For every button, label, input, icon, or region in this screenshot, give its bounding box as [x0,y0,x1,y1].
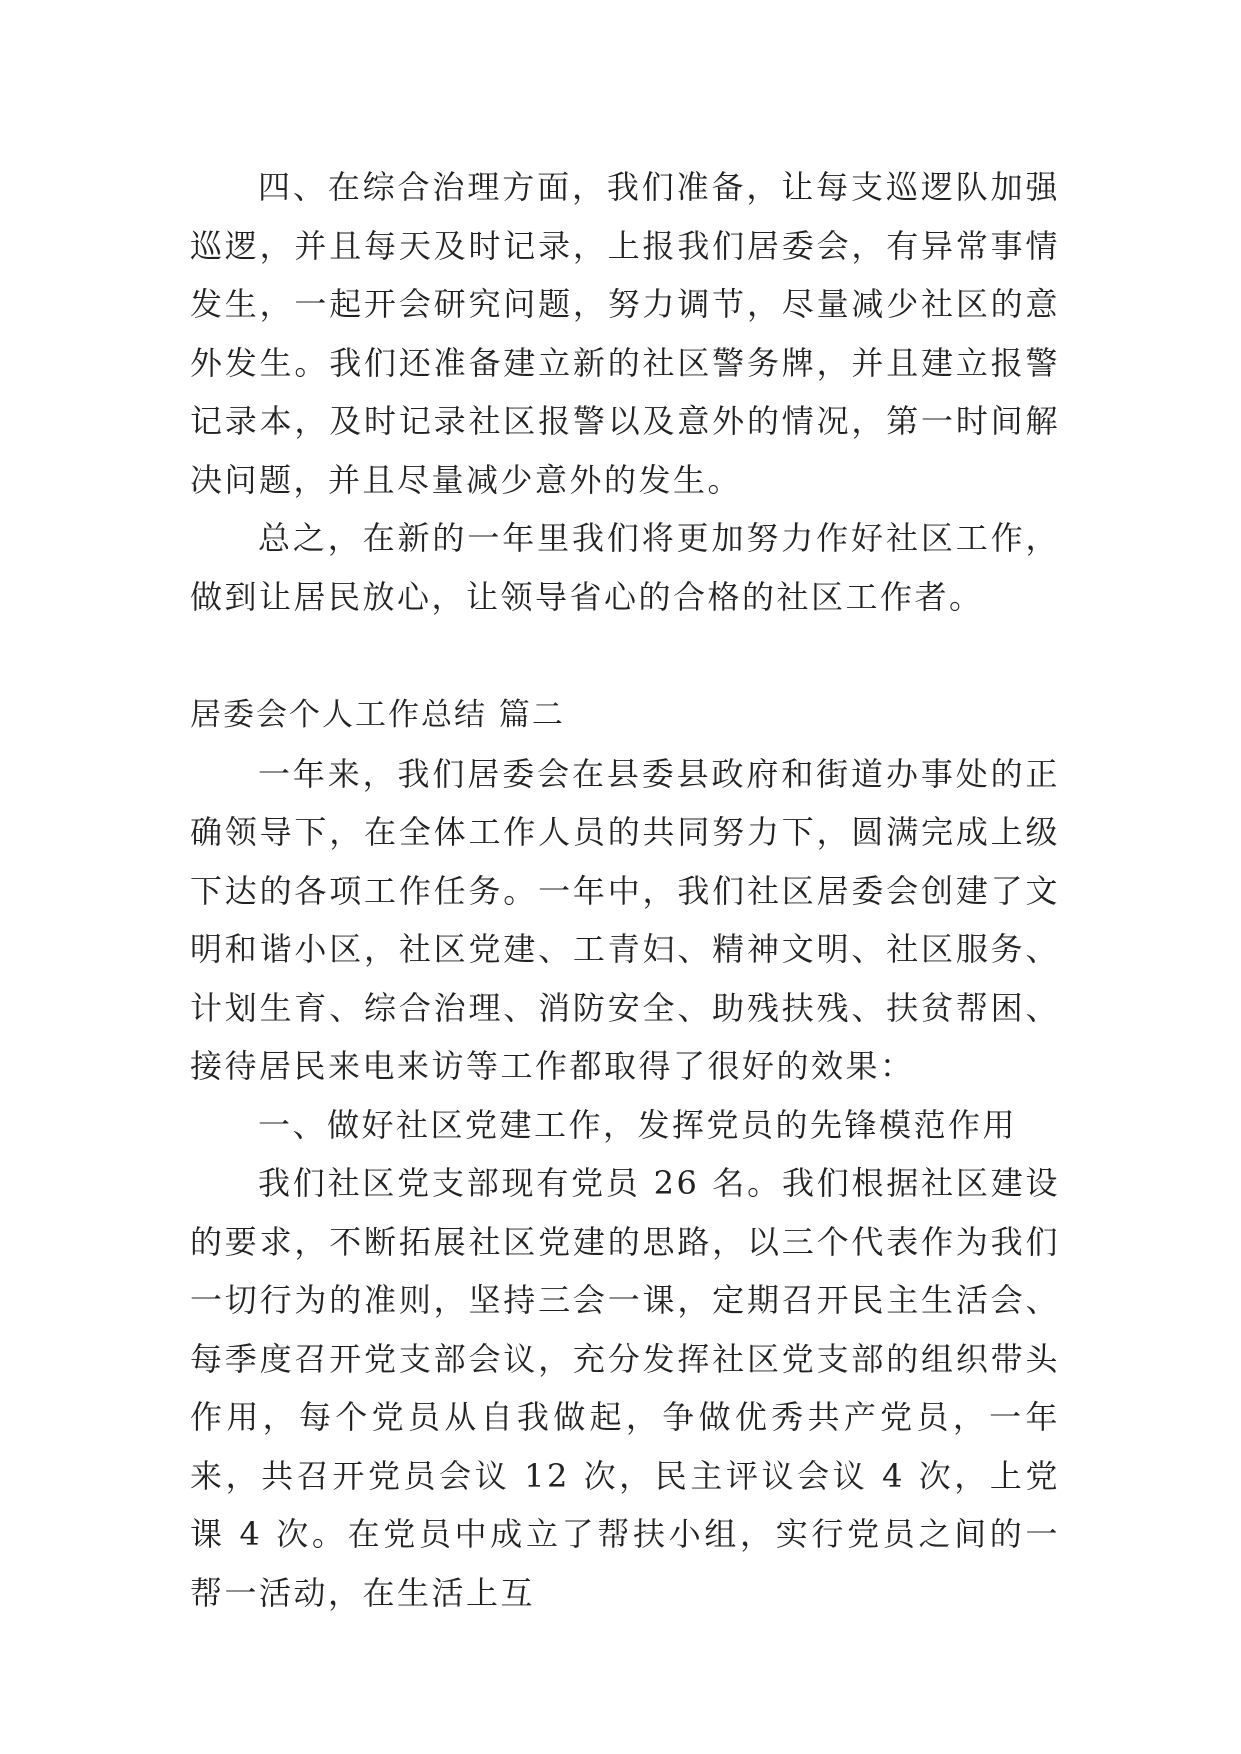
document-body [190,158,1060,1622]
paragraph-party-building-title: 一、做好社区党建工作，发挥党员的先锋模范作用 [258,1105,1018,1144]
paragraph-party-branch: 我们社区党支部现有党员 26 名。我们根据社区建设的要求，不断拓展社区党建的思路，以三个代表作为我们一切行为的准则，坚持三会一课，定期召开民主生活会、每季度召开党支部会议，充分发挥社区党支部的组织带头作用，每个党员从自我做起，争做优秀共产党员，一年来，共召开党员会议 12 次，民主评议会议 4 次，上党课 4 次。在党员中成立了帮扶小组，实行党员之间的一帮一活动，在生活上互 [190,1164,1060,1612]
paragraph-comprehensive-governance: 四、在综合治理方面，我们准备，让每支巡逻队加强巡逻，并且每天及时记录，上报我们居委会，有异常事情发生，一起开会研究问题，努力调节，尽量减少社区的意外发生。我们还准备建立新的社区警务牌，并且建立报警记录本，及时记录社区报警以及意外的情况，第一时间解决问题，并且尽量减少意外的发生。 [190,168,1060,499]
paragraph-year-overview: 一年来，我们居委会在县委县政府和街道办事处的正确领导下，在全体工作人员的共同努力下，圆满完成上级下达的各项工作任务。一年中，我们社区居委会创建了文明和谐小区，社区党建、工青妇、精神文明、社区服务、计划生育、综合治理、消防安全、助残扶残、扶贫帮困、接待居民来电来访等工作都取得了很好的效果： [190,754,1060,1085]
paragraph-conclusion: 总之，在新的一年里我们将更加努力作好社区工作，做到让居民放心，让领导省心的合格的社区工作者。 [190,519,1060,616]
section-heading: 居委会个人工作总结 篇二 [190,697,565,733]
